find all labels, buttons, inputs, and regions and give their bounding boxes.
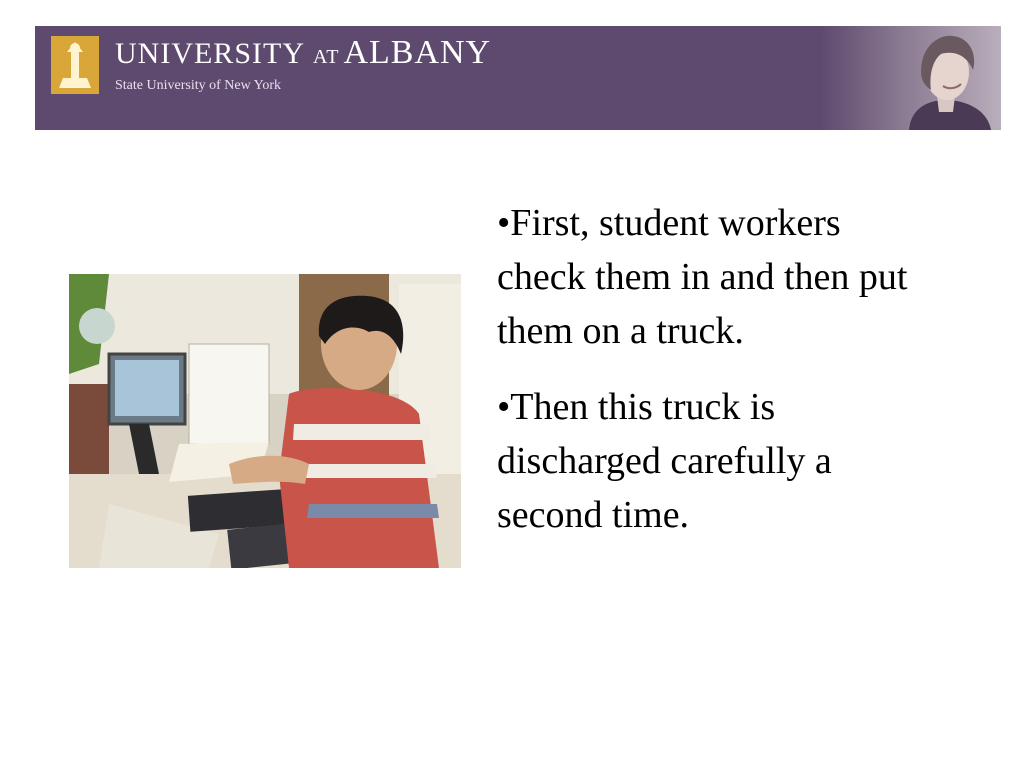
bullet-item-2: •Then this truck is discharged carefully a second time. [497,386,832,536]
brand-at: AT [313,46,340,68]
university-seal-logo-icon [49,34,101,96]
smiling-woman-portrait-icon [851,26,1001,130]
university-banner [35,26,1001,130]
student-photo [69,274,461,568]
brand-albany: ALBANY [343,34,492,71]
brand-name [115,34,491,72]
brand-subtitle: State University of New York [115,78,282,93]
bullet-item-1: •First, student workers check them in and then put them on a truck. [497,202,908,352]
bullet-list [497,196,937,564]
brand-university: UNIVERSITY [115,37,305,70]
student-at-computer-photo-icon [69,274,461,568]
